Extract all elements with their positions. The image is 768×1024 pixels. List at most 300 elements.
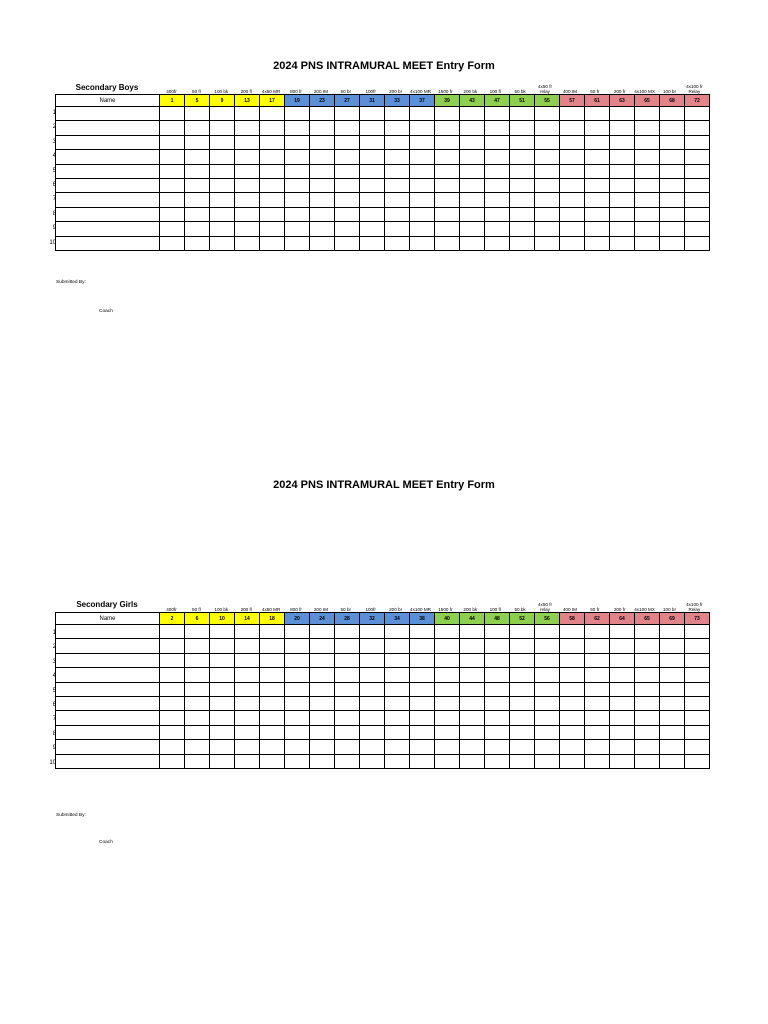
- entry-cell[interactable]: [460, 625, 485, 639]
- entry-cell[interactable]: [685, 725, 710, 739]
- entry-cell[interactable]: [410, 236, 435, 250]
- entry-cell[interactable]: [310, 150, 335, 164]
- entry-cell[interactable]: [435, 653, 460, 667]
- entry-cell[interactable]: [260, 639, 285, 653]
- entry-cell[interactable]: [335, 164, 360, 178]
- entry-cell[interactable]: [235, 222, 260, 236]
- entry-cell[interactable]: [660, 222, 685, 236]
- entry-cell[interactable]: [660, 164, 685, 178]
- entry-cell[interactable]: [285, 164, 310, 178]
- entry-cell[interactable]: [210, 668, 235, 682]
- entry-cell[interactable]: [210, 653, 235, 667]
- entry-cell[interactable]: [185, 236, 210, 250]
- entry-cell[interactable]: [510, 682, 535, 696]
- entry-cell[interactable]: [335, 121, 360, 135]
- entry-cell[interactable]: [160, 639, 185, 653]
- entry-cell[interactable]: [485, 725, 510, 739]
- entry-cell[interactable]: [510, 711, 535, 725]
- entry-cell[interactable]: [510, 193, 535, 207]
- entry-cell[interactable]: [435, 135, 460, 149]
- entry-cell[interactable]: [335, 639, 360, 653]
- entry-cell[interactable]: [585, 193, 610, 207]
- entry-cell[interactable]: [435, 668, 460, 682]
- entry-cell[interactable]: [485, 164, 510, 178]
- entry-cell[interactable]: [660, 711, 685, 725]
- entry-cell[interactable]: [235, 740, 260, 754]
- entry-cell[interactable]: [535, 740, 560, 754]
- swimmer-name-cell[interactable]: [56, 696, 160, 710]
- entry-cell[interactable]: [235, 193, 260, 207]
- entry-cell[interactable]: [210, 682, 235, 696]
- entry-cell[interactable]: [685, 107, 710, 121]
- entry-cell[interactable]: [160, 121, 185, 135]
- entry-cell[interactable]: [385, 178, 410, 192]
- entry-cell[interactable]: [660, 135, 685, 149]
- entry-cell[interactable]: [535, 682, 560, 696]
- entry-cell[interactable]: [260, 682, 285, 696]
- entry-cell[interactable]: [585, 711, 610, 725]
- entry-cell[interactable]: [560, 625, 585, 639]
- entry-cell[interactable]: [285, 653, 310, 667]
- entry-cell[interactable]: [385, 164, 410, 178]
- entry-cell[interactable]: [385, 711, 410, 725]
- entry-cell[interactable]: [260, 236, 285, 250]
- entry-cell[interactable]: [335, 236, 360, 250]
- entry-cell[interactable]: [260, 193, 285, 207]
- entry-cell[interactable]: [410, 639, 435, 653]
- entry-cell[interactable]: [485, 711, 510, 725]
- entry-cell[interactable]: [510, 740, 535, 754]
- entry-cell[interactable]: [460, 754, 485, 768]
- entry-cell[interactable]: [310, 639, 335, 653]
- entry-cell[interactable]: [410, 725, 435, 739]
- entry-cell[interactable]: [510, 150, 535, 164]
- entry-cell[interactable]: [535, 625, 560, 639]
- entry-cell[interactable]: [635, 107, 660, 121]
- entry-cell[interactable]: [635, 121, 660, 135]
- entry-cell[interactable]: [460, 725, 485, 739]
- entry-cell[interactable]: [335, 668, 360, 682]
- swimmer-name-cell[interactable]: [56, 135, 160, 149]
- swimmer-name-cell[interactable]: [56, 754, 160, 768]
- entry-cell[interactable]: [485, 193, 510, 207]
- entry-cell[interactable]: [385, 207, 410, 221]
- entry-cell[interactable]: [510, 236, 535, 250]
- entry-cell[interactable]: [235, 754, 260, 768]
- entry-cell[interactable]: [335, 625, 360, 639]
- entry-cell[interactable]: [160, 107, 185, 121]
- entry-cell[interactable]: [660, 668, 685, 682]
- entry-cell[interactable]: [210, 121, 235, 135]
- entry-cell[interactable]: [160, 236, 185, 250]
- entry-cell[interactable]: [560, 754, 585, 768]
- entry-cell[interactable]: [360, 668, 385, 682]
- entry-cell[interactable]: [335, 740, 360, 754]
- entry-cell[interactable]: [360, 639, 385, 653]
- entry-cell[interactable]: [610, 725, 635, 739]
- entry-cell[interactable]: [210, 207, 235, 221]
- entry-cell[interactable]: [660, 207, 685, 221]
- entry-cell[interactable]: [585, 625, 610, 639]
- entry-cell[interactable]: [560, 682, 585, 696]
- entry-cell[interactable]: [535, 178, 560, 192]
- entry-cell[interactable]: [210, 740, 235, 754]
- entry-cell[interactable]: [210, 754, 235, 768]
- entry-cell[interactable]: [235, 696, 260, 710]
- entry-cell[interactable]: [285, 639, 310, 653]
- entry-cell[interactable]: [310, 121, 335, 135]
- entry-cell[interactable]: [635, 740, 660, 754]
- entry-cell[interactable]: [510, 178, 535, 192]
- entry-cell[interactable]: [585, 725, 610, 739]
- entry-cell[interactable]: [510, 107, 535, 121]
- entry-cell[interactable]: [535, 193, 560, 207]
- entry-cell[interactable]: [460, 121, 485, 135]
- entry-cell[interactable]: [235, 236, 260, 250]
- entry-cell[interactable]: [610, 639, 635, 653]
- entry-cell[interactable]: [310, 178, 335, 192]
- entry-cell[interactable]: [235, 668, 260, 682]
- entry-cell[interactable]: [185, 193, 210, 207]
- entry-cell[interactable]: [260, 725, 285, 739]
- entry-cell[interactable]: [285, 696, 310, 710]
- entry-cell[interactable]: [210, 135, 235, 149]
- entry-cell[interactable]: [185, 135, 210, 149]
- swimmer-name-cell[interactable]: [56, 150, 160, 164]
- swimmer-name-cell[interactable]: [56, 193, 160, 207]
- entry-cell[interactable]: [285, 740, 310, 754]
- swimmer-name-cell[interactable]: [56, 121, 160, 135]
- entry-cell[interactable]: [310, 711, 335, 725]
- entry-cell[interactable]: [185, 222, 210, 236]
- entry-cell[interactable]: [210, 639, 235, 653]
- entry-cell[interactable]: [585, 207, 610, 221]
- entry-cell[interactable]: [310, 207, 335, 221]
- entry-cell[interactable]: [335, 653, 360, 667]
- entry-cell[interactable]: [185, 682, 210, 696]
- entry-cell[interactable]: [435, 107, 460, 121]
- entry-cell[interactable]: [210, 164, 235, 178]
- entry-cell[interactable]: [560, 236, 585, 250]
- entry-cell[interactable]: [510, 207, 535, 221]
- entry-cell[interactable]: [235, 725, 260, 739]
- entry-cell[interactable]: [435, 222, 460, 236]
- entry-cell[interactable]: [185, 668, 210, 682]
- entry-cell[interactable]: [485, 653, 510, 667]
- entry-cell[interactable]: [260, 668, 285, 682]
- entry-cell[interactable]: [285, 725, 310, 739]
- entry-cell[interactable]: [335, 135, 360, 149]
- entry-cell[interactable]: [185, 653, 210, 667]
- entry-cell[interactable]: [560, 711, 585, 725]
- swimmer-name-cell[interactable]: [56, 725, 160, 739]
- entry-cell[interactable]: [435, 178, 460, 192]
- entry-cell[interactable]: [360, 121, 385, 135]
- entry-cell[interactable]: [510, 625, 535, 639]
- entry-cell[interactable]: [510, 222, 535, 236]
- entry-cell[interactable]: [610, 107, 635, 121]
- entry-cell[interactable]: [310, 236, 335, 250]
- entry-cell[interactable]: [460, 222, 485, 236]
- entry-cell[interactable]: [560, 740, 585, 754]
- entry-cell[interactable]: [260, 178, 285, 192]
- entry-cell[interactable]: [285, 711, 310, 725]
- entry-cell[interactable]: [335, 222, 360, 236]
- entry-cell[interactable]: [585, 178, 610, 192]
- entry-cell[interactable]: [685, 121, 710, 135]
- entry-cell[interactable]: [485, 696, 510, 710]
- entry-cell[interactable]: [685, 711, 710, 725]
- entry-cell[interactable]: [185, 725, 210, 739]
- entry-cell[interactable]: [685, 639, 710, 653]
- entry-cell[interactable]: [210, 222, 235, 236]
- swimmer-name-cell[interactable]: [56, 653, 160, 667]
- entry-cell[interactable]: [385, 653, 410, 667]
- entry-cell[interactable]: [335, 150, 360, 164]
- entry-cell[interactable]: [160, 740, 185, 754]
- entry-cell[interactable]: [660, 625, 685, 639]
- entry-cell[interactable]: [435, 207, 460, 221]
- entry-cell[interactable]: [435, 150, 460, 164]
- entry-cell[interactable]: [460, 682, 485, 696]
- entry-cell[interactable]: [685, 236, 710, 250]
- entry-cell[interactable]: [610, 682, 635, 696]
- entry-cell[interactable]: [510, 754, 535, 768]
- entry-cell[interactable]: [560, 207, 585, 221]
- entry-cell[interactable]: [285, 121, 310, 135]
- entry-cell[interactable]: [385, 740, 410, 754]
- entry-cell[interactable]: [560, 150, 585, 164]
- entry-cell[interactable]: [560, 135, 585, 149]
- entry-cell[interactable]: [210, 725, 235, 739]
- entry-cell[interactable]: [185, 121, 210, 135]
- entry-cell[interactable]: [410, 107, 435, 121]
- entry-cell[interactable]: [160, 682, 185, 696]
- entry-cell[interactable]: [335, 754, 360, 768]
- entry-cell[interactable]: [660, 639, 685, 653]
- entry-cell[interactable]: [385, 121, 410, 135]
- entry-cell[interactable]: [460, 150, 485, 164]
- entry-cell[interactable]: [635, 222, 660, 236]
- entry-cell[interactable]: [235, 639, 260, 653]
- swimmer-name-cell[interactable]: [56, 668, 160, 682]
- entry-cell[interactable]: [485, 236, 510, 250]
- entry-cell[interactable]: [160, 625, 185, 639]
- entry-cell[interactable]: [235, 682, 260, 696]
- entry-cell[interactable]: [560, 164, 585, 178]
- entry-cell[interactable]: [560, 178, 585, 192]
- entry-cell[interactable]: [435, 711, 460, 725]
- entry-cell[interactable]: [360, 135, 385, 149]
- entry-cell[interactable]: [535, 668, 560, 682]
- entry-cell[interactable]: [285, 207, 310, 221]
- entry-cell[interactable]: [685, 696, 710, 710]
- entry-cell[interactable]: [235, 653, 260, 667]
- entry-cell[interactable]: [285, 135, 310, 149]
- entry-cell[interactable]: [410, 121, 435, 135]
- entry-cell[interactable]: [410, 653, 435, 667]
- entry-cell[interactable]: [535, 696, 560, 710]
- entry-cell[interactable]: [635, 207, 660, 221]
- entry-cell[interactable]: [460, 178, 485, 192]
- entry-cell[interactable]: [160, 653, 185, 667]
- entry-cell[interactable]: [485, 121, 510, 135]
- entry-cell[interactable]: [385, 150, 410, 164]
- entry-cell[interactable]: [560, 121, 585, 135]
- entry-cell[interactable]: [160, 696, 185, 710]
- entry-cell[interactable]: [535, 653, 560, 667]
- entry-cell[interactable]: [585, 682, 610, 696]
- entry-cell[interactable]: [485, 207, 510, 221]
- entry-cell[interactable]: [185, 625, 210, 639]
- entry-cell[interactable]: [635, 682, 660, 696]
- entry-cell[interactable]: [585, 107, 610, 121]
- entry-cell[interactable]: [435, 121, 460, 135]
- entry-cell[interactable]: [635, 236, 660, 250]
- entry-cell[interactable]: [410, 711, 435, 725]
- entry-cell[interactable]: [335, 107, 360, 121]
- entry-cell[interactable]: [510, 121, 535, 135]
- entry-cell[interactable]: [685, 150, 710, 164]
- entry-cell[interactable]: [410, 178, 435, 192]
- entry-cell[interactable]: [360, 754, 385, 768]
- entry-cell[interactable]: [385, 222, 410, 236]
- entry-cell[interactable]: [660, 740, 685, 754]
- entry-cell[interactable]: [410, 207, 435, 221]
- entry-cell[interactable]: [260, 625, 285, 639]
- entry-cell[interactable]: [635, 178, 660, 192]
- entry-cell[interactable]: [185, 178, 210, 192]
- entry-cell[interactable]: [535, 222, 560, 236]
- entry-cell[interactable]: [660, 682, 685, 696]
- entry-cell[interactable]: [310, 696, 335, 710]
- entry-cell[interactable]: [335, 696, 360, 710]
- entry-cell[interactable]: [160, 222, 185, 236]
- entry-cell[interactable]: [660, 193, 685, 207]
- entry-cell[interactable]: [685, 668, 710, 682]
- entry-cell[interactable]: [160, 135, 185, 149]
- entry-cell[interactable]: [385, 696, 410, 710]
- entry-cell[interactable]: [410, 696, 435, 710]
- entry-cell[interactable]: [360, 236, 385, 250]
- entry-cell[interactable]: [560, 222, 585, 236]
- entry-cell[interactable]: [235, 164, 260, 178]
- entry-cell[interactable]: [360, 740, 385, 754]
- entry-cell[interactable]: [360, 178, 385, 192]
- entry-cell[interactable]: [185, 150, 210, 164]
- entry-cell[interactable]: [460, 193, 485, 207]
- swimmer-name-cell[interactable]: [56, 178, 160, 192]
- entry-cell[interactable]: [610, 178, 635, 192]
- entry-cell[interactable]: [635, 639, 660, 653]
- entry-cell[interactable]: [635, 135, 660, 149]
- entry-cell[interactable]: [685, 653, 710, 667]
- entry-cell[interactable]: [410, 135, 435, 149]
- entry-cell[interactable]: [485, 754, 510, 768]
- entry-cell[interactable]: [610, 135, 635, 149]
- entry-cell[interactable]: [410, 754, 435, 768]
- entry-cell[interactable]: [510, 668, 535, 682]
- entry-cell[interactable]: [435, 696, 460, 710]
- entry-cell[interactable]: [510, 725, 535, 739]
- entry-cell[interactable]: [610, 121, 635, 135]
- entry-cell[interactable]: [235, 207, 260, 221]
- entry-cell[interactable]: [285, 107, 310, 121]
- entry-cell[interactable]: [585, 754, 610, 768]
- entry-cell[interactable]: [660, 696, 685, 710]
- entry-cell[interactable]: [410, 668, 435, 682]
- entry-cell[interactable]: [310, 653, 335, 667]
- entry-cell[interactable]: [385, 236, 410, 250]
- entry-cell[interactable]: [335, 711, 360, 725]
- entry-cell[interactable]: [310, 164, 335, 178]
- entry-cell[interactable]: [660, 121, 685, 135]
- entry-cell[interactable]: [460, 668, 485, 682]
- entry-cell[interactable]: [210, 193, 235, 207]
- entry-cell[interactable]: [610, 668, 635, 682]
- entry-cell[interactable]: [485, 625, 510, 639]
- entry-cell[interactable]: [410, 164, 435, 178]
- entry-cell[interactable]: [510, 135, 535, 149]
- entry-cell[interactable]: [460, 107, 485, 121]
- entry-cell[interactable]: [360, 193, 385, 207]
- entry-cell[interactable]: [660, 754, 685, 768]
- entry-cell[interactable]: [210, 236, 235, 250]
- entry-cell[interactable]: [335, 682, 360, 696]
- entry-cell[interactable]: [210, 696, 235, 710]
- entry-cell[interactable]: [435, 236, 460, 250]
- entry-cell[interactable]: [460, 696, 485, 710]
- entry-cell[interactable]: [410, 682, 435, 696]
- entry-cell[interactable]: [185, 754, 210, 768]
- entry-cell[interactable]: [335, 193, 360, 207]
- swimmer-name-cell[interactable]: [56, 207, 160, 221]
- entry-cell[interactable]: [410, 740, 435, 754]
- entry-cell[interactable]: [310, 107, 335, 121]
- entry-cell[interactable]: [435, 740, 460, 754]
- entry-cell[interactable]: [460, 639, 485, 653]
- swimmer-name-cell[interactable]: [56, 625, 160, 639]
- entry-cell[interactable]: [610, 222, 635, 236]
- entry-cell[interactable]: [235, 625, 260, 639]
- entry-cell[interactable]: [335, 178, 360, 192]
- entry-cell[interactable]: [610, 625, 635, 639]
- entry-cell[interactable]: [585, 236, 610, 250]
- entry-cell[interactable]: [360, 711, 385, 725]
- entry-cell[interactable]: [285, 193, 310, 207]
- entry-cell[interactable]: [185, 639, 210, 653]
- entry-cell[interactable]: [535, 207, 560, 221]
- entry-cell[interactable]: [635, 711, 660, 725]
- entry-cell[interactable]: [435, 625, 460, 639]
- entry-cell[interactable]: [560, 696, 585, 710]
- entry-cell[interactable]: [535, 121, 560, 135]
- entry-cell[interactable]: [585, 639, 610, 653]
- entry-cell[interactable]: [460, 207, 485, 221]
- entry-cell[interactable]: [310, 193, 335, 207]
- entry-cell[interactable]: [585, 164, 610, 178]
- entry-cell[interactable]: [160, 754, 185, 768]
- entry-cell[interactable]: [260, 107, 285, 121]
- entry-cell[interactable]: [535, 164, 560, 178]
- entry-cell[interactable]: [635, 754, 660, 768]
- entry-cell[interactable]: [160, 164, 185, 178]
- entry-cell[interactable]: [485, 682, 510, 696]
- entry-cell[interactable]: [610, 207, 635, 221]
- entry-cell[interactable]: [410, 222, 435, 236]
- entry-cell[interactable]: [185, 207, 210, 221]
- entry-cell[interactable]: [560, 107, 585, 121]
